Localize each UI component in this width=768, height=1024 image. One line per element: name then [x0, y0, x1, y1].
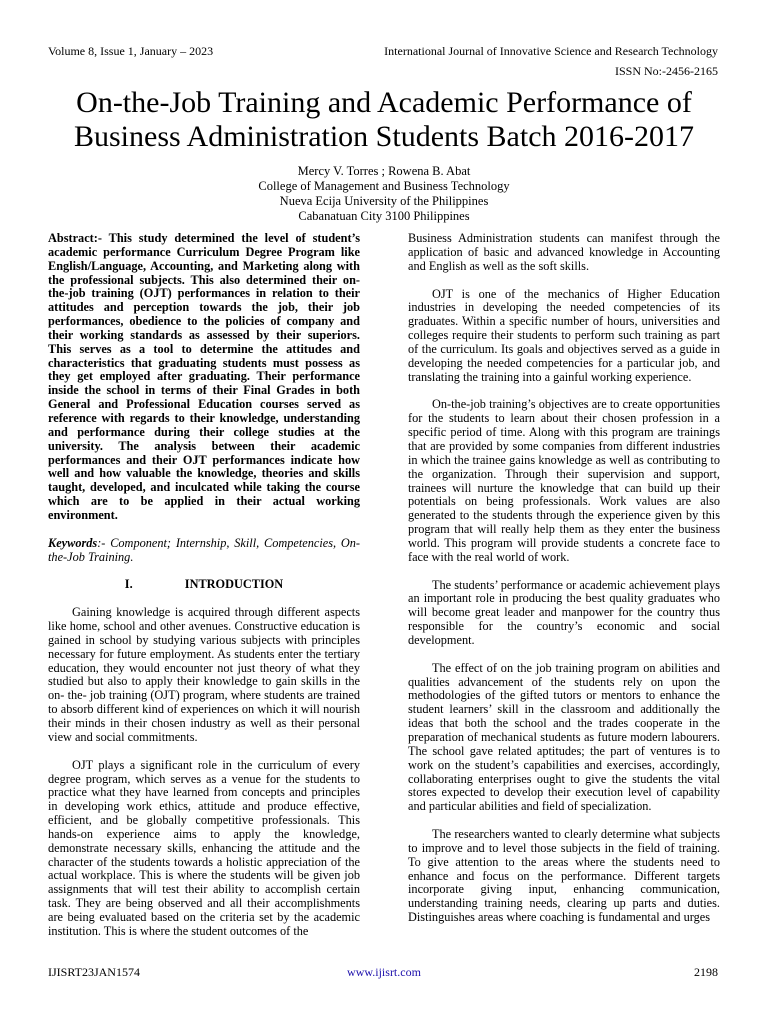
paper-id: IJISRT23JAN1574: [48, 965, 140, 979]
paragraph: Business Administration students can manifest through the application of basic and advanced knowledge in Accounting and English as well as the soft skills.: [408, 231, 720, 273]
paragraph: The effect of on the job training program on abilities and qualities advancement of the students rely on upon the methodologies of the gifted tutors or mentors to enhance the student learners’ skill in the classroom and additionally the ideas that both the school and the trades cooperate in the preparation of mechanical students as future modern labourers. The school gave related aptitudes; the part of ventures is to work on the student’s capabilities and exercises, accordingly, collaborating enterprises ought to give the students the vital stores expected to develop their execution level of capability and particular abilities and field of specialization.: [408, 660, 720, 814]
paragraph: The researchers wanted to clearly determine what subjects to improve and to level those subjects in the field of training. To give attention to the areas where the students need to enhance and focus on the performance. Different targets incorporate giving input, enhancing communication, understanding training needs, clearing up parts and duties. Distinguishes areas where coaching is fundamental and urges: [408, 827, 720, 925]
section-heading: [48, 578, 360, 592]
journal-name: International Journal of Innovative Science and Research Technology: [384, 44, 718, 58]
page-number: 2198: [694, 965, 718, 979]
paragraph: OJT is one of the mechanics of Higher Education industries in developing the needed competencies of its graduates. Within a specific number of hours, universities and colleges require their students to perform such training as part of the curriculum. Its goals and objectives served as a guide in developing the needed competencies for a particular job, and translating the training into a gainful working experience.: [408, 286, 720, 384]
authors: Mercy V. Torres ; Rowena B. Abat: [297, 164, 471, 178]
author-block: [0, 164, 768, 224]
keywords-label: Keywords: [48, 535, 98, 550]
keywords-text: :- Component; Internship, Skill, Competencies, On-the-Job Training.: [48, 535, 360, 564]
left-column: [48, 232, 360, 953]
section-number: I.: [124, 577, 133, 592]
keywords: [48, 537, 360, 565]
title-line-1: On-the-Job Training and Academic Performance of: [76, 86, 692, 119]
paragraph: On-the-job training’s objectives are to create opportunities for the students to learn about their chosen profession in a specific period of time. Along with this program are trainings that are provided by some companies from different industries in which the trainee gains knowledge as well as contributing to the organization. Through their supervision and support, trainees will nurture the knowledge that can build up their potentials on being professionals. Work values are also generated to the students through the experience given by this program that will really help them as they enter the business world. This program will provide students a concrete face to face with the real world of work.: [408, 397, 720, 564]
paragraph: OJT plays a significant role in the curriculum of every degree program, which serves as a venue for the students to practice what they have learned from concepts and principles in developing work ethics, attitude and produce effective, efficient, and be globally competitive professionals. This hands-on experience aims to apply the knowledge, demonstrate necessary skills, enhancing the attitude and the character of the students towards a holistic appreciation of the actual workplace. This is where the students will be given job assignments that will test their ability to accomplish certain task. They are being observed and all their accomplishments are being evaluated based on the criteria set by the academic institution. This is where the student outcomes of the: [48, 757, 360, 938]
section-title: INTRODUCTION: [184, 577, 284, 592]
volume-issue: Volume 8, Issue 1, January – 2023: [48, 44, 214, 58]
issn: ISSN No:-2456-2165: [614, 64, 718, 78]
paragraph: Gaining knowledge is acquired through different aspects like home, school and other avenues. Constructive education is gained in school by studying various subjects with principles necessary for future employment. As students enter the tertiary education, they would encounter not just theory of what they studied but also to apply their knowledge to gain skills in the on- the- job training (OJT) program, where students are trained to absorb different kind of experiences on which it will nourish their minds in their chosen industry as well as their personal view and social commitments.: [48, 605, 360, 744]
affiliation-university: Nueva Ecija University of the Philippines: [279, 194, 489, 208]
journal-url-link[interactable]: www.ijisrt.com: [347, 965, 421, 979]
paragraph: The students’ performance or academic achievement plays an important role in producing the best quality graduates who will become great leader and manpower for the country thus responsible for the country’s economic and social development.: [408, 577, 720, 647]
title-line-2: Business Administration Students Batch 2016-2017: [74, 120, 694, 153]
right-column: [408, 232, 720, 939]
paper-title: [30, 86, 738, 154]
affiliation-city: Cabanatuan City 3100 Philippines: [298, 209, 470, 223]
affiliation-college: College of Management and Business Technology: [258, 179, 510, 193]
abstract: Abstract:- This study determined the level of student’s academic performance Curriculum Degree Program like English/Language, Accounting, and Marketing along with the professional subjects. This also determined their on-the-job training (OJT) performances in relation to their attitudes and perception towards the job, their job performances, obedience to the policies of company and their working standards as assessed by their superiors. This serves as a tool to determine the attitudes and characteristics that graduating students must possess as they get employed after graduating. Their performance inside the school in terms of their Final Grades in both General and Professional Education courses served as reference with regards to their knowledge, understanding and performance during their college studies at the university. The analysis between their academic performances and their OJT performances indicate how well and how valuable the knowledge, theories and skills taught, developed, and inculcated while taking the course which are to be applied in their actual working environment.: [48, 231, 360, 522]
